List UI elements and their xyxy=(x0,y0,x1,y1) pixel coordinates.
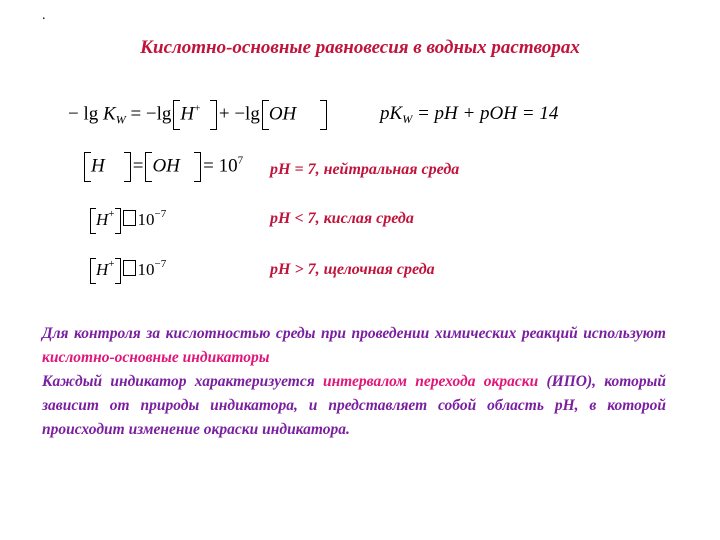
bracket-close xyxy=(194,152,201,182)
paragraph-text: Каждый индикатор характеризуется xyxy=(42,373,323,390)
bracket-close xyxy=(210,100,217,130)
ph-neutral-label: pH = 7, нейтральная среда xyxy=(270,161,460,178)
slide-marker: . xyxy=(42,8,46,23)
highlight-text: интервалом перехода окраски xyxy=(322,373,539,390)
bracket-close xyxy=(115,208,121,234)
acidic-formula xyxy=(90,208,166,234)
formula-superscript: −7 xyxy=(154,258,167,270)
formula-symbol: p xyxy=(380,103,390,124)
bracket-open xyxy=(84,152,91,182)
formula-subscript: W xyxy=(402,112,413,126)
formula-text: − lg xyxy=(68,103,99,125)
formula-text: 10 xyxy=(137,260,155,279)
bracket-close xyxy=(115,258,121,284)
slide-title: Кислотно-основные равновесия в водных растворах xyxy=(140,37,580,58)
formula-superscript: + xyxy=(108,258,115,270)
formula-superscript: −7 xyxy=(154,208,167,220)
ph-acidic-label: pH < 7, кислая среда xyxy=(270,210,414,227)
formula-text: + −lg xyxy=(218,103,260,125)
bracket-open xyxy=(262,100,269,130)
formula-symbol: OH xyxy=(152,155,180,177)
formula-text: = xyxy=(132,155,144,177)
formula-symbol: K xyxy=(103,103,116,125)
formula-superscript: + xyxy=(194,102,201,115)
bracket-close xyxy=(124,152,131,182)
pkw-formula xyxy=(380,103,558,127)
formula-text: 10 xyxy=(137,210,155,229)
neutral-formula xyxy=(82,152,243,182)
ionic-product-log-formula xyxy=(68,100,329,130)
indicator-paragraph xyxy=(42,322,666,442)
formula-symbol: H xyxy=(180,103,195,125)
formula-superscript: 7 xyxy=(237,154,244,167)
paragraph-text: (ИПО), который зависит от природы индикатора, и представляет собой область pH, в которой происходит изменение окраски индикатора. xyxy=(42,373,667,438)
paragraph-text: Для контроля за кислотностью среды при проведении химических реакций используют xyxy=(42,325,666,342)
formula-symbol: K xyxy=(389,103,403,124)
formula-symbol: OH xyxy=(268,103,297,125)
formula-text: = −lg xyxy=(130,103,172,125)
formula-subscript: W xyxy=(115,112,126,127)
basic-formula xyxy=(90,258,166,284)
missing-glyph-icon xyxy=(123,260,136,276)
bracket-close xyxy=(320,100,327,130)
formula-text: = 10 xyxy=(203,155,238,177)
ph-basic-label: pH > 7, щелочная среда xyxy=(270,261,435,278)
formula-symbol: H xyxy=(96,210,109,229)
formula-symbol: H xyxy=(91,155,105,177)
formula-superscript: + xyxy=(108,208,115,220)
formula-text: = pH + pOH = 14 xyxy=(416,103,559,124)
highlight-text: кислотно-основные индикаторы xyxy=(42,349,270,366)
formula-symbol: H xyxy=(96,260,109,279)
missing-glyph-icon xyxy=(123,210,136,226)
